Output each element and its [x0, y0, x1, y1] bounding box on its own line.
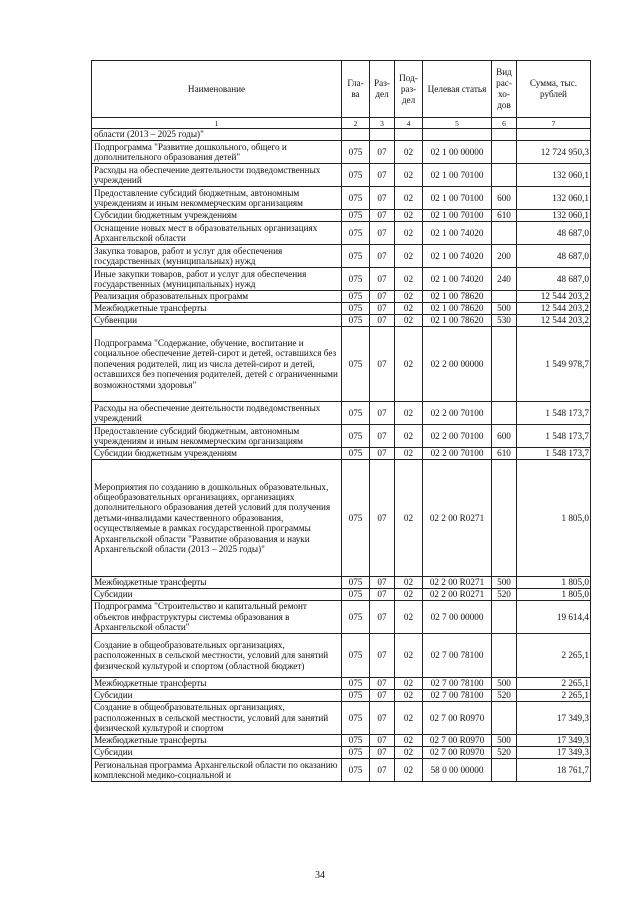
- table-row: [92, 759, 591, 782]
- row-sum: [517, 129, 591, 141]
- row-razdel: 07: [370, 210, 395, 222]
- row-razdel: 07: [370, 702, 395, 735]
- table-row: [92, 425, 591, 448]
- row-vid: 500: [492, 577, 517, 589]
- table-row: [92, 460, 591, 577]
- row-podrazdel: 02: [395, 222, 423, 245]
- row-glava: 075: [342, 759, 370, 782]
- row-vid: [492, 327, 517, 402]
- row-target: 02 1 00 74020: [423, 268, 492, 291]
- table-row: [92, 291, 591, 303]
- row-podrazdel: 02: [395, 747, 423, 759]
- row-sum: 48 687,0: [517, 245, 591, 268]
- row-razdel: 07: [370, 601, 395, 634]
- row-podrazdel: 02: [395, 141, 423, 164]
- row-podrazdel: 02: [395, 735, 423, 747]
- row-razdel: 07: [370, 402, 395, 425]
- row-vid: 530: [492, 315, 517, 327]
- row-podrazdel: 02: [395, 315, 423, 327]
- row-podrazdel: 02: [395, 268, 423, 291]
- row-sum: 1 805,0: [517, 589, 591, 601]
- row-glava: 075: [342, 303, 370, 315]
- row-vid: 610: [492, 210, 517, 222]
- row-target: 02 2 00 70100: [423, 448, 492, 460]
- row-glava: 075: [342, 448, 370, 460]
- row-razdel: 07: [370, 425, 395, 448]
- row-glava: 075: [342, 210, 370, 222]
- row-podrazdel: 02: [395, 425, 423, 448]
- header-sum: Сумма, тыс. рублей: [517, 61, 591, 118]
- row-podrazdel: 02: [395, 164, 423, 187]
- row-sum: 1 549 978,7: [517, 327, 591, 402]
- row-vid: 500: [492, 303, 517, 315]
- row-podrazdel: [395, 129, 423, 141]
- row-target: 58 0 00 00000: [423, 759, 492, 782]
- row-vid: 520: [492, 690, 517, 702]
- row-target: 02 7 00 78100: [423, 690, 492, 702]
- row-sum: 132 060,1: [517, 187, 591, 210]
- row-name: Расходы на обеспечение деятельности подведомственных учреждений: [92, 402, 342, 425]
- row-name: Предоставление субсидий бюджетным, автономным учреждениям и иным некоммерческим организациям: [92, 187, 342, 210]
- row-name: Создание в общеобразовательных организациях, расположенных в сельской местности, условий для занятий физической культурой и спортом: [92, 702, 342, 735]
- row-razdel: 07: [370, 268, 395, 291]
- table-row: [92, 448, 591, 460]
- row-name: Субсидии: [92, 747, 342, 759]
- column-number: 4: [395, 118, 423, 129]
- row-target: 02 7 00 78100: [423, 678, 492, 690]
- row-sum: 2 265,1: [517, 690, 591, 702]
- row-vid: [492, 634, 517, 678]
- row-sum: 132 060,1: [517, 164, 591, 187]
- column-number: 6: [492, 118, 517, 129]
- row-razdel: 07: [370, 735, 395, 747]
- row-name: Реализация образовательных программ: [92, 291, 342, 303]
- row-target: 02 2 00 R0271: [423, 589, 492, 601]
- row-glava: 075: [342, 402, 370, 425]
- row-vid: [492, 164, 517, 187]
- table-row: [92, 601, 591, 634]
- row-sum: 1 548 173,7: [517, 425, 591, 448]
- row-sum: 1 805,0: [517, 577, 591, 589]
- row-razdel: [370, 129, 395, 141]
- table-row: [92, 747, 591, 759]
- header-glava: Гла-ва: [342, 61, 370, 118]
- row-vid: 200: [492, 245, 517, 268]
- row-vid: 520: [492, 589, 517, 601]
- row-sum: 12 544 203,2: [517, 291, 591, 303]
- row-target: 02 2 00 70100: [423, 402, 492, 425]
- row-name: Подпрограмма "Развитие дошкольного, общего и дополнительного образования детей": [92, 141, 342, 164]
- row-podrazdel: 02: [395, 460, 423, 577]
- row-vid: [492, 460, 517, 577]
- row-name: Межбюджетные трансферты: [92, 678, 342, 690]
- row-name: Субсидии бюджетным учреждениям: [92, 448, 342, 460]
- row-podrazdel: 02: [395, 303, 423, 315]
- table-row: [92, 187, 591, 210]
- row-name: Расходы на обеспечение деятельности подведомственных учреждений: [92, 164, 342, 187]
- row-sum: 48 687,0: [517, 222, 591, 245]
- row-vid: 500: [492, 735, 517, 747]
- table-row: [92, 735, 591, 747]
- row-target: 02 7 00 00000: [423, 601, 492, 634]
- row-podrazdel: 02: [395, 210, 423, 222]
- row-name: Предоставление субсидий бюджетным, автономным учреждениям и иным некоммерческим организациям: [92, 425, 342, 448]
- row-name: Межбюджетные трансферты: [92, 577, 342, 589]
- row-vid: [492, 129, 517, 141]
- row-target: 02 7 00 R0970: [423, 702, 492, 735]
- row-razdel: 07: [370, 187, 395, 210]
- row-name: Создание в общеобразовательных организациях, расположенных в сельской местности, условий для занятий физической культурой и спортом (областной бюджет): [92, 634, 342, 678]
- row-glava: 075: [342, 425, 370, 448]
- table-row: [92, 690, 591, 702]
- row-target: 02 7 00 R0970: [423, 747, 492, 759]
- row-razdel: 07: [370, 460, 395, 577]
- header-name: Наименование: [92, 61, 342, 118]
- row-target: 02 1 00 70100: [423, 187, 492, 210]
- row-glava: 075: [342, 735, 370, 747]
- row-podrazdel: 02: [395, 577, 423, 589]
- row-target: 02 1 00 00000: [423, 141, 492, 164]
- row-razdel: 07: [370, 448, 395, 460]
- row-sum: 2 265,1: [517, 678, 591, 690]
- row-sum: 48 687,0: [517, 268, 591, 291]
- table-row: [92, 268, 591, 291]
- row-glava: 075: [342, 589, 370, 601]
- table-row: [92, 129, 591, 141]
- row-target: 02 7 00 R0970: [423, 735, 492, 747]
- table-row: [92, 577, 591, 589]
- row-name: Субсидии: [92, 690, 342, 702]
- row-podrazdel: 02: [395, 327, 423, 402]
- row-podrazdel: 02: [395, 448, 423, 460]
- row-sum: 17 349,3: [517, 735, 591, 747]
- table-row: [92, 702, 591, 735]
- row-glava: 075: [342, 141, 370, 164]
- row-sum: 1 548 173,7: [517, 402, 591, 425]
- column-number: 3: [370, 118, 395, 129]
- table-row: [92, 678, 591, 690]
- row-name: Субсидии бюджетным учреждениям: [92, 210, 342, 222]
- row-razdel: 07: [370, 141, 395, 164]
- row-razdel: 07: [370, 747, 395, 759]
- table-row: [92, 245, 591, 268]
- row-glava: 075: [342, 690, 370, 702]
- budget-table: [91, 60, 591, 782]
- row-name: Межбюджетные трансферты: [92, 303, 342, 315]
- page-number: 34: [315, 870, 325, 881]
- row-vid: [492, 601, 517, 634]
- row-glava: 075: [342, 577, 370, 589]
- row-name: Региональная программа Архангельской области по оказанию комплексной медико-социальной и: [92, 759, 342, 782]
- row-target: 02 1 00 78620: [423, 315, 492, 327]
- row-razdel: 07: [370, 759, 395, 782]
- row-name: Подпрограмма "Строительство и капитальный ремонт объектов инфраструктуры системы образования в Архангельской области": [92, 601, 342, 634]
- row-sum: 17 349,3: [517, 702, 591, 735]
- table-row: [92, 634, 591, 678]
- row-vid: 600: [492, 187, 517, 210]
- row-target: 02 2 00 R0271: [423, 460, 492, 577]
- table-row: [92, 327, 591, 402]
- row-sum: 17 349,3: [517, 747, 591, 759]
- row-glava: 075: [342, 315, 370, 327]
- row-vid: [492, 402, 517, 425]
- row-name: Закупка товаров, работ и услуг для обеспечения государственных (муниципальных) нужд: [92, 245, 342, 268]
- row-name: Иные закупки товаров, работ и услуг для обеспечения государственных (муниципальных) нужд: [92, 268, 342, 291]
- row-razdel: 07: [370, 315, 395, 327]
- row-vid: [492, 702, 517, 735]
- row-razdel: 07: [370, 291, 395, 303]
- row-glava: 075: [342, 222, 370, 245]
- table-body: [92, 129, 591, 782]
- row-target: 02 2 00 70100: [423, 425, 492, 448]
- row-podrazdel: 02: [395, 601, 423, 634]
- row-razdel: 07: [370, 690, 395, 702]
- row-podrazdel: 02: [395, 759, 423, 782]
- row-razdel: 07: [370, 245, 395, 268]
- row-glava: 075: [342, 747, 370, 759]
- row-target: 02 1 00 74020: [423, 245, 492, 268]
- row-vid: [492, 222, 517, 245]
- row-sum: 12 544 203,2: [517, 303, 591, 315]
- row-vid: 610: [492, 448, 517, 460]
- row-target: 02 1 00 70100: [423, 210, 492, 222]
- row-glava: 075: [342, 634, 370, 678]
- row-glava: 075: [342, 327, 370, 402]
- row-name: Подпрограмма "Содержание, обучение, воспитание и социальное обеспечение детей-сирот и детей, оставшихся без попечения родителей, лиц из числа детей-сирот и детей, оставшихся без попечения родителей, детей с ограниченными возможностями здоровья": [92, 327, 342, 402]
- row-name: Оснащение новых мест в образовательных организациях Архангельской области: [92, 222, 342, 245]
- row-podrazdel: 02: [395, 589, 423, 601]
- row-razdel: 07: [370, 634, 395, 678]
- row-glava: 075: [342, 702, 370, 735]
- row-glava: 075: [342, 164, 370, 187]
- row-glava: 075: [342, 601, 370, 634]
- header-vid: Вид рас-хо-дов: [492, 61, 517, 118]
- row-sum: 1 548 173,7: [517, 448, 591, 460]
- row-name: Субвенции: [92, 315, 342, 327]
- row-razdel: 07: [370, 164, 395, 187]
- row-vid: 520: [492, 747, 517, 759]
- header-podrazdel: Под-раз-дел: [395, 61, 423, 118]
- row-podrazdel: 02: [395, 634, 423, 678]
- table-row: [92, 164, 591, 187]
- table-row: [92, 402, 591, 425]
- row-glava: 075: [342, 245, 370, 268]
- row-glava: 075: [342, 678, 370, 690]
- row-sum: 2 265,1: [517, 634, 591, 678]
- row-vid: [492, 291, 517, 303]
- row-sum: 18 761,7: [517, 759, 591, 782]
- row-sum: 132 060,1: [517, 210, 591, 222]
- row-target: 02 1 00 78620: [423, 291, 492, 303]
- row-vid: 500: [492, 678, 517, 690]
- row-podrazdel: 02: [395, 291, 423, 303]
- table-row: [92, 315, 591, 327]
- column-number: 5: [423, 118, 492, 129]
- header-row: [92, 61, 591, 118]
- row-podrazdel: 02: [395, 245, 423, 268]
- row-target: 02 1 00 74020: [423, 222, 492, 245]
- row-glava: 075: [342, 268, 370, 291]
- row-sum: 19 614,4: [517, 601, 591, 634]
- row-name: Мероприятия по созданию в дошкольных образовательных, общеобразовательных организациях, организациях дополнительного образования детей условий для получения детьми-инвалидами качественного образования, осуществляемые в рамках государственной программы Архангельской области "Развитие образования и науки Архангельской области (2013 – 2025 годы)": [92, 460, 342, 577]
- row-podrazdel: 02: [395, 187, 423, 210]
- row-podrazdel: 02: [395, 402, 423, 425]
- row-razdel: 07: [370, 678, 395, 690]
- row-vid: [492, 759, 517, 782]
- header-target: Целевая статья: [423, 61, 492, 118]
- header-razdel: Раз-дел: [370, 61, 395, 118]
- row-sum: 12 724 950,3: [517, 141, 591, 164]
- column-number-row: [92, 118, 591, 129]
- row-vid: [492, 141, 517, 164]
- row-target: 02 2 00 00000: [423, 327, 492, 402]
- row-podrazdel: 02: [395, 690, 423, 702]
- row-target: [423, 129, 492, 141]
- table-row: [92, 210, 591, 222]
- table-row: [92, 141, 591, 164]
- table-row: [92, 589, 591, 601]
- row-razdel: 07: [370, 303, 395, 315]
- table-row: [92, 303, 591, 315]
- row-sum: 1 805,0: [517, 460, 591, 577]
- row-glava: 075: [342, 187, 370, 210]
- row-razdel: 07: [370, 327, 395, 402]
- row-razdel: 07: [370, 577, 395, 589]
- row-vid: 240: [492, 268, 517, 291]
- column-number: 2: [342, 118, 370, 129]
- row-glava: 075: [342, 460, 370, 577]
- column-number: 1: [92, 118, 342, 129]
- row-glava: 075: [342, 291, 370, 303]
- row-name: области (2013 – 2025 годы)": [92, 129, 342, 141]
- row-vid: 600: [492, 425, 517, 448]
- column-number: 7: [517, 118, 591, 129]
- row-podrazdel: 02: [395, 702, 423, 735]
- row-podrazdel: 02: [395, 678, 423, 690]
- row-name: Межбюджетные трансферты: [92, 735, 342, 747]
- row-glava: [342, 129, 370, 141]
- row-target: 02 7 00 78100: [423, 634, 492, 678]
- row-target: 02 1 00 70100: [423, 164, 492, 187]
- row-target: 02 1 00 78620: [423, 303, 492, 315]
- row-razdel: 07: [370, 222, 395, 245]
- table-row: [92, 222, 591, 245]
- row-razdel: 07: [370, 589, 395, 601]
- row-sum: 12 544 203,2: [517, 315, 591, 327]
- row-target: 02 2 00 R0271: [423, 577, 492, 589]
- row-name: Субсидии: [92, 589, 342, 601]
